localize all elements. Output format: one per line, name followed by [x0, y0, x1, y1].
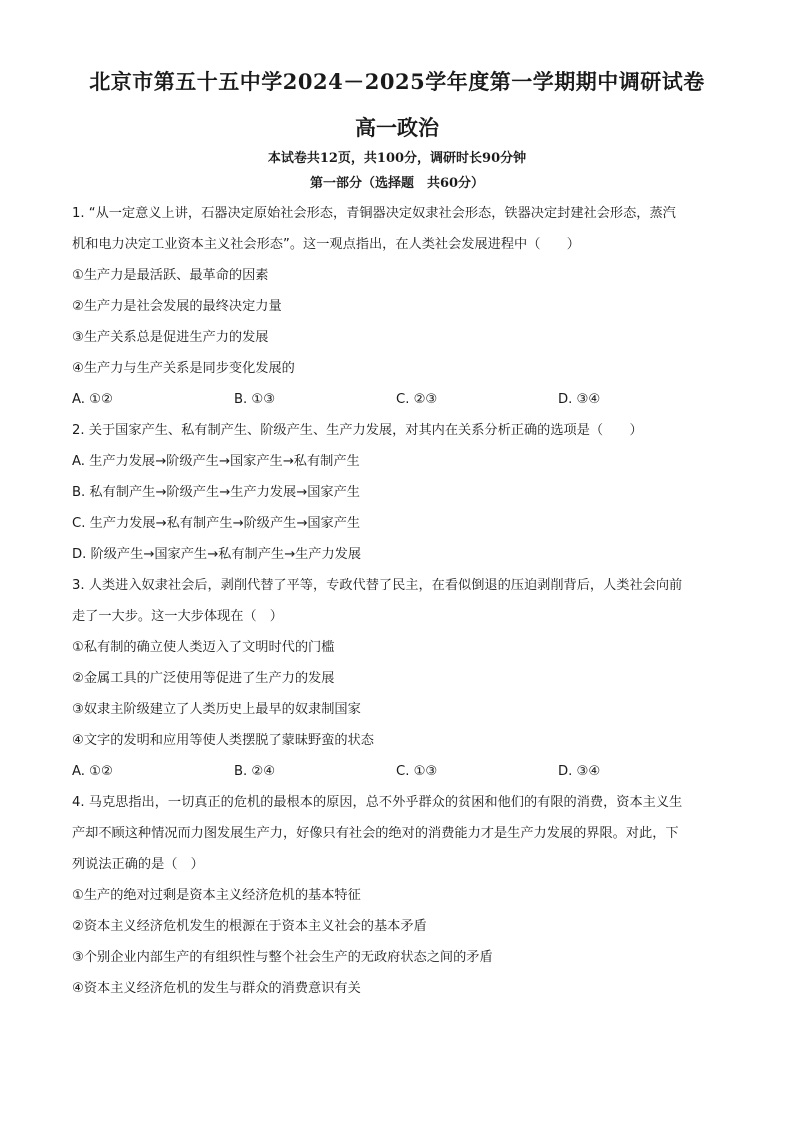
question-4 — [72, 787, 722, 1004]
question-stem: 列说法正确的是（ ） — [72, 857, 204, 872]
option-d[interactable]: D. ③④ — [558, 764, 601, 779]
exam-subject: 高一政治 — [355, 115, 439, 140]
statement: ①生产力是最活跃、最革命的因素 — [72, 268, 269, 283]
question-stem: 4. 马克思指出，一切真正的危机的最根本的原因，总不外乎群众的贫困和他们的有限的消费，资本主义生 — [72, 795, 683, 810]
question-list — [72, 198, 722, 1004]
option-a[interactable]: A. 生产力发展→阶级产生→国家产生→私有制产生 — [72, 454, 360, 469]
statement: ②资本主义经济危机发生的根源在于资本主义社会的基本矛盾 — [72, 919, 427, 934]
option-b[interactable]: B. 私有制产生→阶级产生→生产力发展→国家产生 — [72, 485, 360, 500]
option-row — [72, 756, 722, 787]
statement: ①私有制的确立使人类迈入了文明时代的门槛 — [72, 640, 335, 655]
statement: ④文字的发明和应用等使人类摆脱了蒙昧野蛮的状态 — [72, 733, 374, 748]
option-a[interactable]: A. ①② — [72, 764, 113, 779]
option-d[interactable]: D. 阶级产生→国家产生→私有制产生→生产力发展 — [72, 547, 362, 562]
statement: ②生产力是社会发展的最终决定力量 — [72, 299, 282, 314]
option-b[interactable]: B. ①③ — [234, 392, 276, 407]
question-3 — [72, 570, 722, 787]
question-2 — [72, 415, 722, 570]
option-row — [72, 384, 722, 415]
option-a[interactable]: A. ①② — [72, 392, 113, 407]
exam-title: 北京市第五十五中学2024－2025学年度第一学期期中调研试卷 — [89, 69, 705, 94]
statement: ④资本主义经济危机的发生与群众的消费意识有关 — [72, 981, 361, 996]
exam-info: 本试卷共12页，共100分，调研时长90分钟 — [267, 151, 527, 166]
question-stem: 1. “从一定意义上讲，石器决定原始社会形态，青铜器决定奴隶社会形态，铁器决定封建社会形态，蒸汽 — [72, 206, 676, 221]
statement: ④生产力与生产关系是同步变化发展的 — [72, 361, 295, 376]
statement: ③生产关系总是促进生产力的发展 — [72, 330, 269, 345]
question-stem: 3. 人类进入奴隶社会后，剥削代替了平等，专政代替了民主，在看似倒退的压迫剥削背后，人类社会向前 — [72, 578, 683, 593]
question-stem: 走了一大步。这一大步体现在（ ） — [72, 609, 283, 624]
statement: ③个别企业内部生产的有组织性与整个社会生产的无政府状态之间的矛盾 — [72, 950, 493, 965]
option-c[interactable]: C. ①③ — [396, 764, 438, 779]
section-heading: 第一部分（选择题 共60分） — [309, 176, 485, 191]
option-c[interactable]: C. 生产力发展→私有制产生→阶级产生→国家产生 — [72, 516, 361, 531]
question-stem: 产却不顾这种情况而力图发展生产力，好像只有社会的绝对的消费能力才是生产力发展的界限。对此，下 — [72, 826, 679, 841]
option-c[interactable]: C. ②③ — [396, 392, 438, 407]
question-1 — [72, 198, 722, 415]
statement: ③奴隶主阶级建立了人类历史上最早的奴隶制国家 — [72, 702, 361, 717]
option-d[interactable]: D. ③④ — [558, 392, 601, 407]
option-b[interactable]: B. ②④ — [234, 764, 276, 779]
question-stem: 机和电力决定工业资本主义社会形态”。这一观点指出，在人类社会发展进程中（ ） — [72, 237, 580, 252]
statement: ①生产的绝对过剩是资本主义经济危机的基本特征 — [72, 888, 361, 903]
statement: ②金属工具的广泛使用等促进了生产力的发展 — [72, 671, 335, 686]
question-stem: 2. 关于国家产生、私有制产生、阶级产生、生产力发展，对其内在关系分析正确的选项是（ ） — [72, 423, 643, 438]
